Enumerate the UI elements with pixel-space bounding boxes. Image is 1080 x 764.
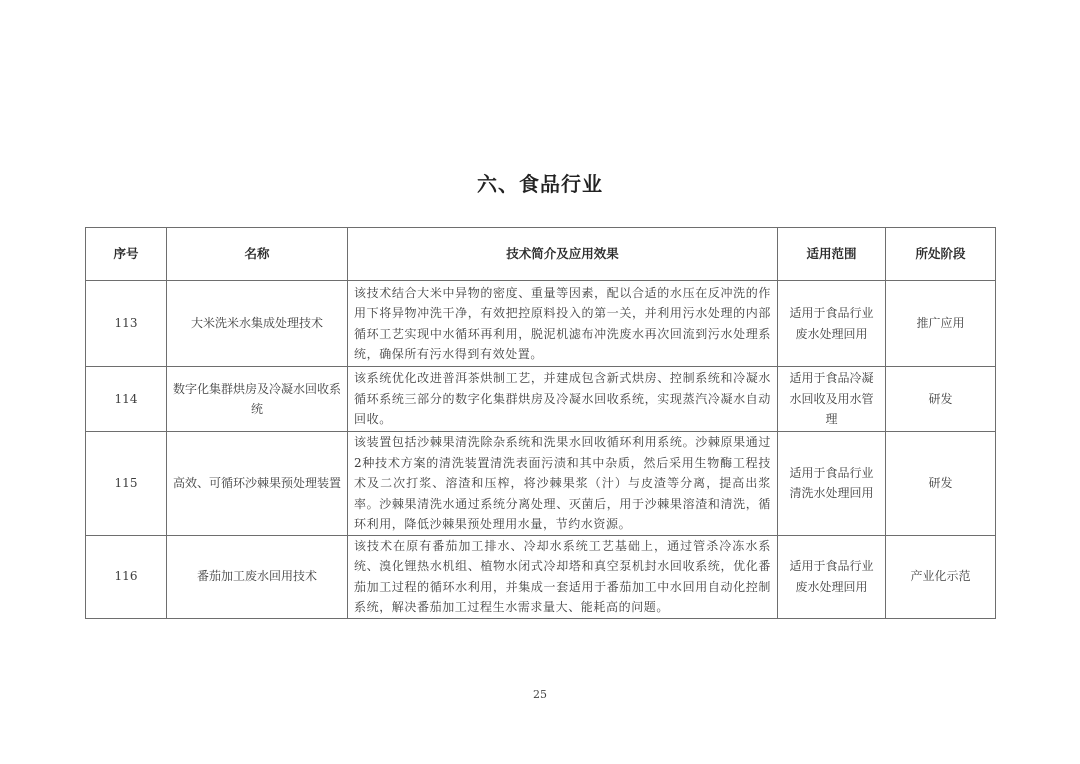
table-row: [86, 432, 996, 536]
row-scope: 适用于食品冷凝水回收及用水管理: [778, 367, 886, 432]
row-name: 数字化集群烘房及冷凝水回收系统: [167, 367, 348, 432]
row-description: 该装置包括沙棘果清洗除杂系统和洗果水回收循环利用系统。沙棘原果通过2种技术方案的清洗装置清洗表面污渍和其中杂质，然后采用生物酶工程技术及二次打浆、溶渣和压榨，将沙棘果浆（汁）与皮渣等分离，提高出浆率。沙棘果清洗水通过系统分离处理、灭菌后，用于沙棘果溶渣和清洗，循环利用，降低沙棘果预处理用水量，节约水资源。: [348, 432, 778, 536]
row-stage: 产业化示范: [886, 535, 996, 618]
section-title: 六、食品行业: [477, 172, 603, 196]
row-stage: 研发: [886, 367, 996, 432]
row-scope: 适用于食品行业清洗水处理回用: [778, 432, 886, 536]
table-row: [86, 281, 996, 367]
row-stage: 研发: [886, 432, 996, 536]
row-description: 该技术结合大米中异物的密度、重量等因素，配以合适的水压在反冲洗的作用下将异物冲洗干净，有效把控原料投入的第一关，并利用污水处理的内部循环工艺实现中水循环再利用，脱泥机滤布冲洗废水再次回流到污水处理系统，确保所有污水得到有效处置。: [348, 281, 778, 367]
row-id: 113: [86, 281, 167, 367]
technology-table: [85, 227, 996, 619]
row-id: 116: [86, 535, 167, 618]
page-number: 25: [533, 688, 547, 701]
header-stage: 所处阶段: [886, 228, 996, 281]
row-scope: 适用于食品行业废水处理回用: [778, 535, 886, 618]
row-scope: 适用于食品行业废水处理回用: [778, 281, 886, 367]
row-id: 114: [86, 367, 167, 432]
row-id: 115: [86, 432, 167, 536]
row-name: 番茄加工废水回用技术: [167, 535, 348, 618]
row-stage: 推广应用: [886, 281, 996, 367]
header-description: 技术简介及应用效果: [348, 228, 778, 281]
header-name: 名称: [167, 228, 348, 281]
row-name: 高效、可循环沙棘果预处理装置: [167, 432, 348, 536]
table-row: [86, 535, 996, 618]
row-description: 该技术在原有番茄加工排水、冷却水系统工艺基础上，通过管杀冷冻水系统、溴化锂热水机组、植物水闭式冷却塔和真空泵机封水回收系统，优化番茄加工过程的循环水利用，并集成一套适用于番茄加工中水回用自动化控制系统，解决番茄加工过程生水需求量大、能耗高的问题。: [348, 535, 778, 618]
header-scope: 适用范围: [778, 228, 886, 281]
table-row: [86, 367, 996, 432]
row-name: 大米洗米水集成处理技术: [167, 281, 348, 367]
row-description: 该系统优化改进普洱茶烘制工艺，并建成包含新式烘房、控制系统和冷凝水循环系统三部分的数字化集群烘房及冷凝水回收系统，实现蒸汽冷凝水自动回收。: [348, 367, 778, 432]
table-header-row: [86, 228, 996, 281]
header-serial-number: 序号: [86, 228, 167, 281]
